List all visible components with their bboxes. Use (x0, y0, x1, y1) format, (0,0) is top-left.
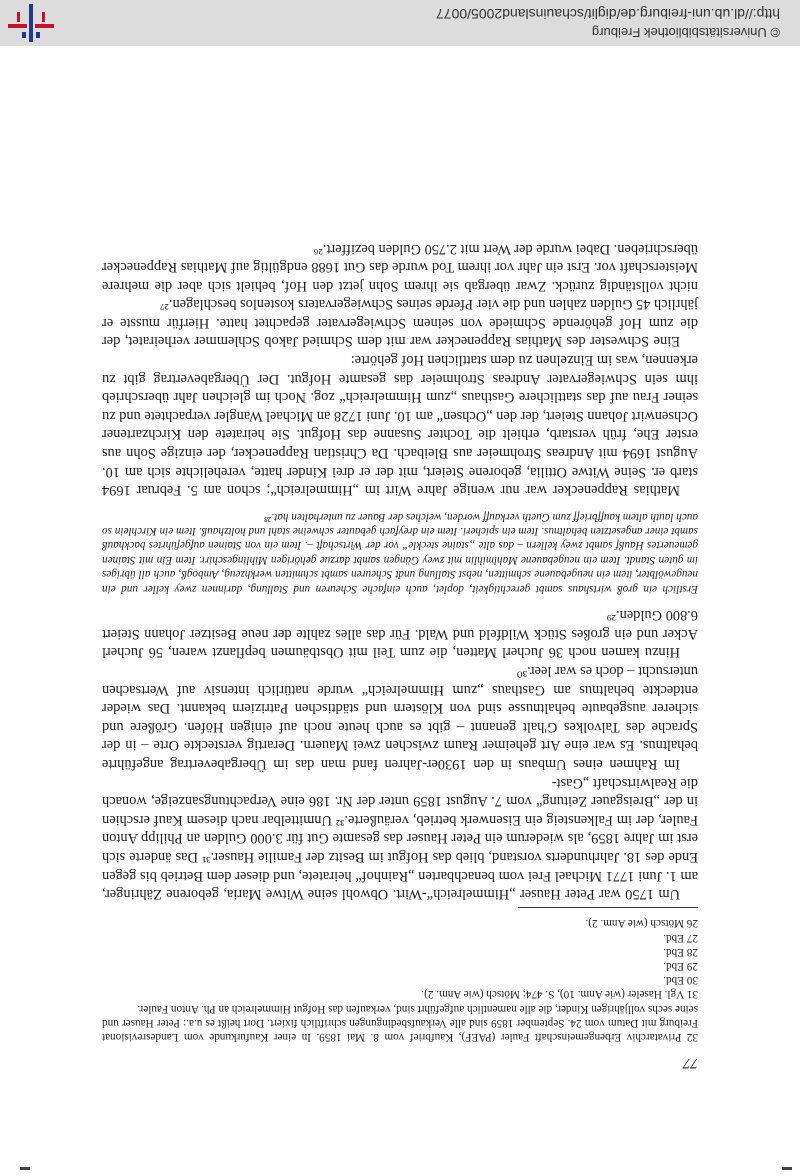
page-number: 77 (683, 1055, 698, 1071)
footnote-30: 30 Ebd. (663, 974, 698, 987)
footnote-31: 31 Vgl. Haseler (wie Anm. 10), S. 474; Mötsch (wie Anm. 2). (421, 988, 698, 1001)
footnote-29: 29 Ebd. (663, 959, 698, 972)
body-text (102, 239, 698, 903)
paragraph: Um 1750 war Peter Hauser „Himmelreich“-Wirt. Obwohl seine Witwe Maria, geborene Zähringer, am 1. Juni 1771 Michael Frei vom benachbarten „Rainhof“ heiratete, und dieser dem Betrieb bis gegen Ende des 18. Jahrhunderts vorstand, blieb das Hofgut im Besitz der Familie Hauser.³¹ Das änderte sich erst im Jahre 1859, als wiederum ein Peter Hauser das gesamte Gut für 3.000 Gulden an Philipp Anton Fauler, der im Falkensteig ein Eisenwerk betrieb, veräußerte.³² Unmittelbar nach diesem Kauf erschien in der „Breisgauer Zeitung“ vom 7. August 1859 unter der Nr. 186 eine Verpachtungsanzeige, wonach die Realwirtschaft „Gast- (102, 774, 698, 903)
footnote-32: 32 Privatarchiv Erbengemeinschaft Fauler (PAEF), Kaufbrief vom 8. Mai 1859. In einer Kaufurkunde vom Landesrevisionat Freiburg mit Datum vom 24. September 1859 sind alle Verkaufsbedingungen schriftlich fixiert. Dort heißt es u.a.: Peter Hauser und seine sechs volljährigen Kinder, die alle namentlich aufgeführt sind, verkaufen das Hofgut Himmelreich an Ph. Anton Fauler. (102, 1002, 698, 1043)
scan-mark (20, 1167, 30, 1170)
paragraph: Im Rahmen eines Umbaus in den 1930er-Jahren fand man das im Übergabevertrag angeführte behaltnus. Es war eine Art geheimer Raum zwischen zwei Mauern. Derartig versteckte Orte – in der Sprache des Talvolkes G'halt genannt – gibt es auch heute noch auf einigen Höfen. Größere und sicherer ausgebaute behaltnusse sind von Klöstern und städtischen Patriziern bekannt. Das wieder entdeckte behaltnus am Gasthaus „zum Himmelreich“ wurde natürlich intensiv auf Wertsachen untersucht – doch es war leer.³⁰ (102, 663, 698, 773)
paragraph: Eine Schwester des Mathias Rappenecker war mit dem Schmied Jakob Schlemmer verheiratet, der die zum Hof gehörende Schmiede von seinem Schwiegervater gepachtet hatte. Hierfür musste er jährlich 45 Gulden zahlen und die vier Pferde seines Schwiegervaters kostenlos beschlagen.²⁷ (102, 296, 698, 350)
copyright-text: © Universitätsbibliothek Freiburg (591, 25, 780, 40)
footnote-28: 28 Ebd. (663, 945, 698, 958)
paragraph: Hinzu kamen noch 36 Jucherl Matten, die zum Teil mit Obstbäumen bepflanzt waren, 56 Jucherl Acker und ein großes Stück Wildfeld und Wald. Für das alles zahlte der neue Besitzer Johann Steiert 6.800 Gulden.²⁹ (102, 607, 698, 661)
paragraph: Mathias Rappenecker war nur wenige Jahre Wirt im „Himmelreich“; schon am 5. Februar 1694 starb er. Seine Witwe Ottilia, geborene Steiert, mit der er drei Kinder hatte, verehelichte sich am 10. August 1694 mit Andreas Strohmeier aus Bleibach. Da Christian Rappenecker, der einzige Sohn aus erster Ehe, früh verstarb, erhielt die Tochter Susanne das Hofgut. Sie heiratete den Kirchzartener Ochsenwirt Johann Steiert, der den „Ochsen“ am 10. Juni 1728 an Michael Wangler verpachtete und zu seiner Frau auf das stattlichere Gasthaus „zum Himmelreich“ zog. Noch im gleichen Jahr überschrieb ihm sein Schwiegervater Andreas Strohmeier das gesamte Hofgut. Der Übergabevertrag gibt zu erkennen, was im Einzelnen zu dem stattlichen Hof gehörte: (102, 352, 698, 499)
ub-freiburg-logo-icon (8, 4, 54, 42)
footnote-27: 27 Ebd. (663, 931, 698, 944)
header-bar (0, 0, 800, 46)
source-url[interactable]: http://dl.ub.uni-freiburg.de/diglit/schauinsland2005/0077 (435, 6, 780, 22)
block-quote: Erstlich ein groß wirtshaus sambt gerechtigkeit, doplet, auch einfache Scheuren und Stallung, darinnen zwey keller und ein neugewölbter, item ein neugebauene schmitten, nebst Stallung undt Scheuren sambt schmitten werkhzeug, Ambogß, auch all übriges im guten Standt. Item ein neugebauene Mahlmihlin mit zwey Gängen sambt darzue gehörigen Mihlingeschirr. Item Ein mit Stainen gemeuertes Haußf sambt zwey kellern – das alte „staine steckle“ vor der Wirtschaft –. Item ein von Stainen aufgeführtes backhauß sambt einer angesetzten behaltnus. Item ein spicheri. Item ein dreyfach gebauter schweine stahl und holtzhauß. Item ein Kirchlein so auch lauth altem kauffbrieff zum Gueth verkauff worden, welches der Bauer zu unterhalten hat.²⁸ (102, 510, 698, 595)
page-content (102, 239, 698, 1106)
footnote-divider (518, 907, 698, 908)
scan-mark (782, 1167, 792, 1170)
footnote-26: 26 Mötsch (wie Anm. 2). (585, 917, 698, 930)
paragraph: nicht vollständig zurück. Zwar übergab sie ihrem Sohn jetzt den Hof, behielt sich aber die mehrere Meisterschaft vor. Erst ein Jahr vor ihrem Tod wurde das Gut 1688 endgültig auf Mathias Rappenecker überschrieben. Dabei wurde der Wert mit 2.750 Gulden beziffert.²⁶ (102, 240, 698, 294)
footnotes (102, 916, 698, 1044)
